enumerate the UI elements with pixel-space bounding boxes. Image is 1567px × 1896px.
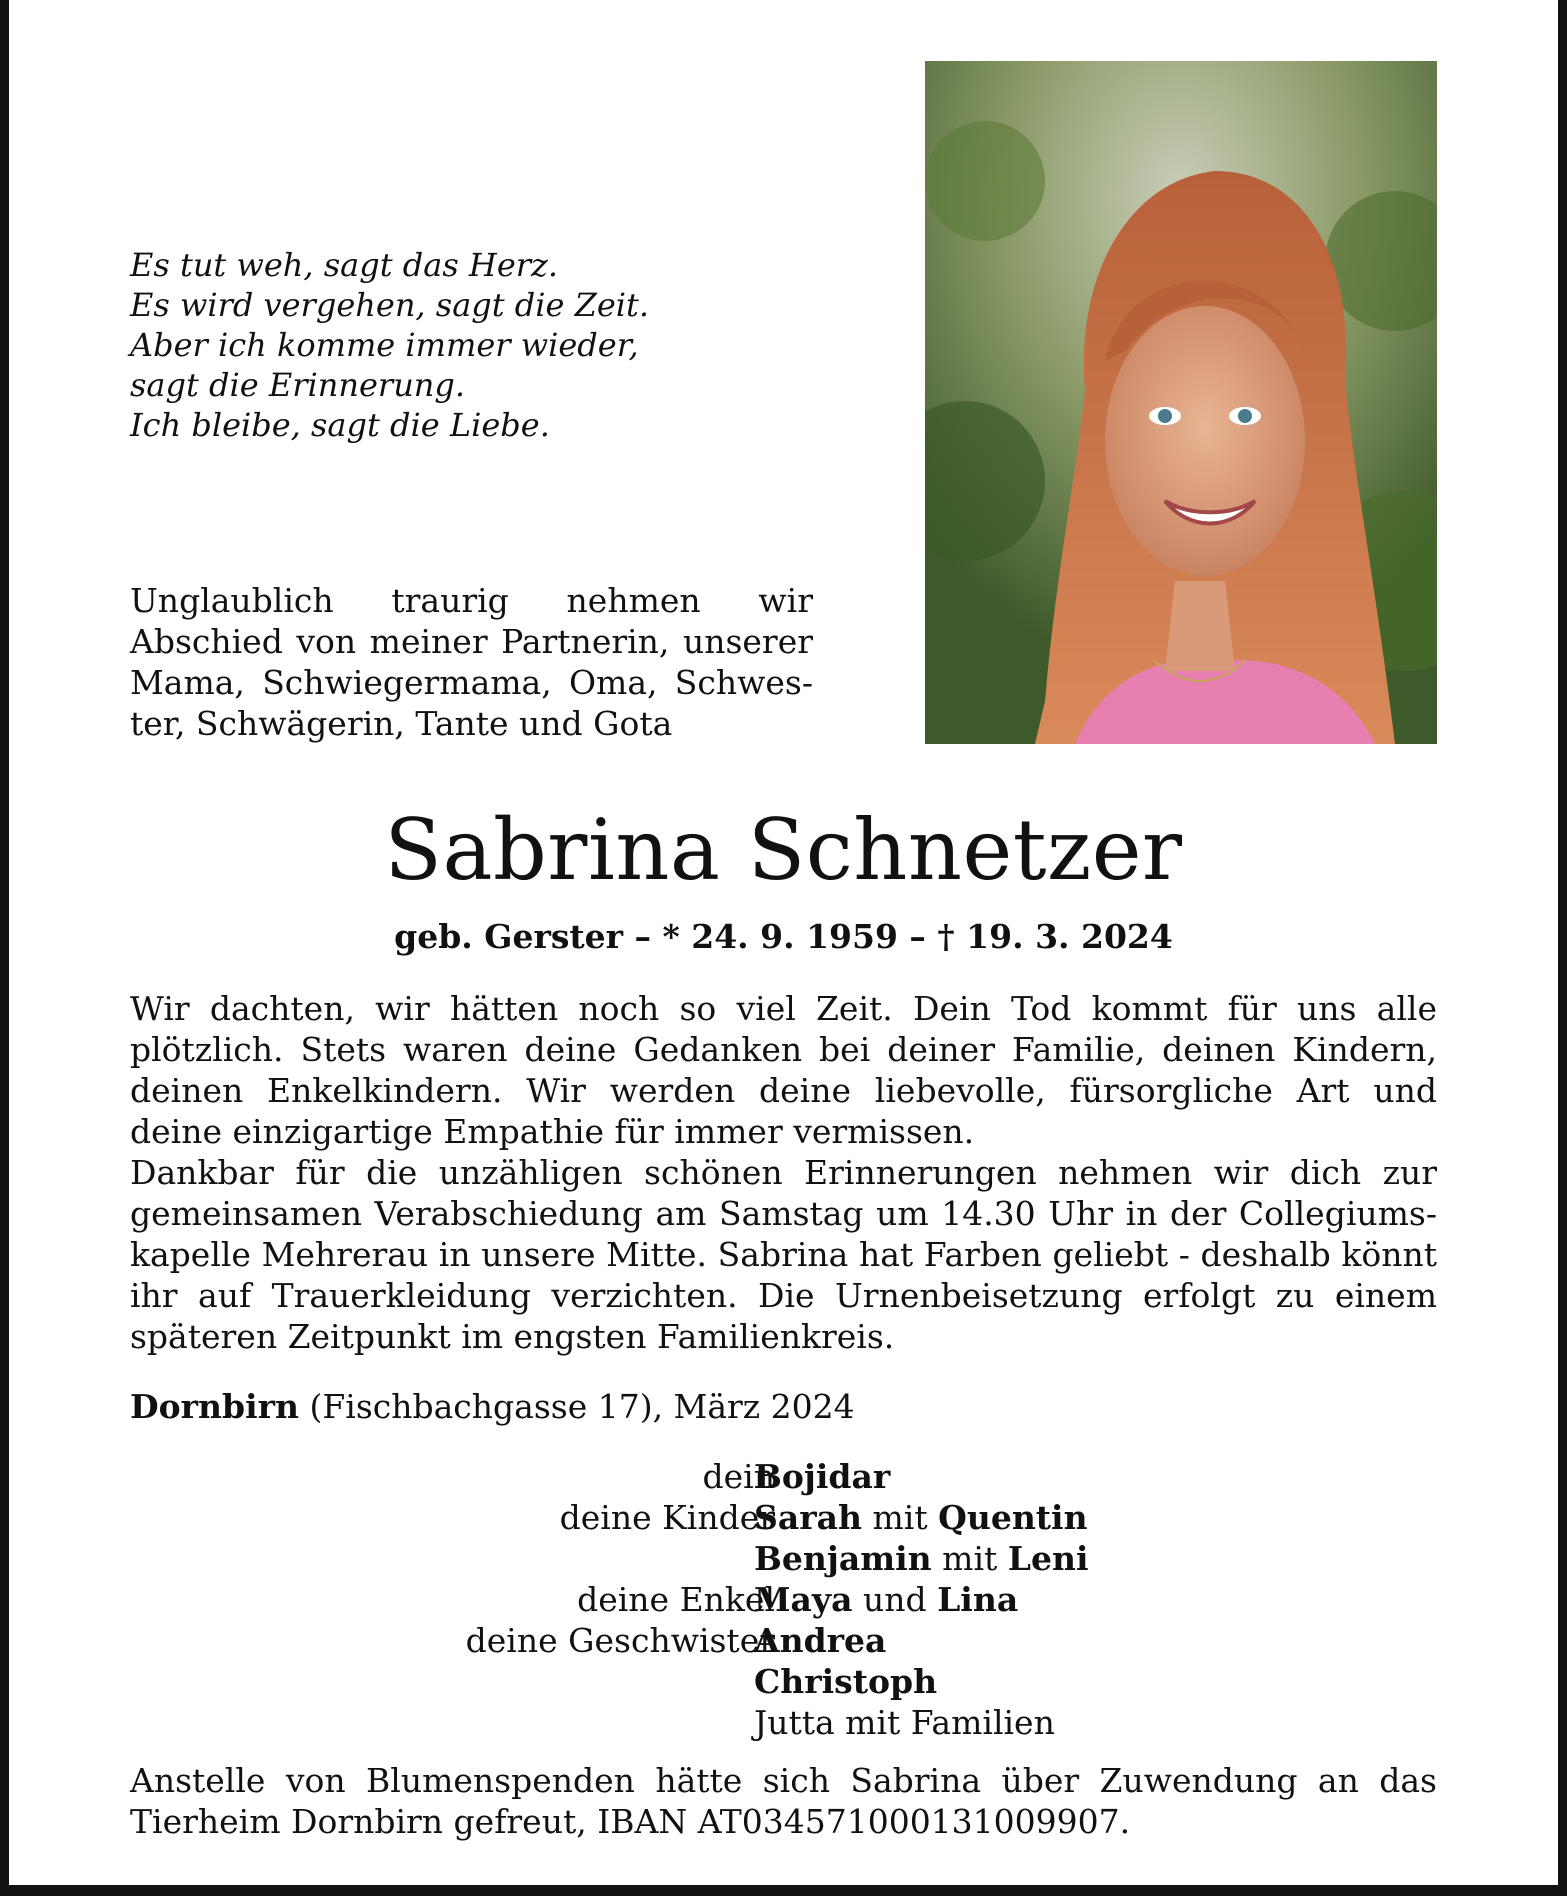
portrait-illustration <box>925 61 1437 744</box>
family-member: Andrea <box>754 1621 887 1660</box>
poem-line: Es tut weh, sagt das Herz. <box>130 246 559 284</box>
family-row <box>0 1661 1567 1702</box>
family-member: Sarah <box>754 1498 862 1537</box>
family-row <box>0 1620 1567 1661</box>
family-member: Christoph <box>754 1662 938 1701</box>
family-member: Maya <box>754 1580 853 1619</box>
body-line: gemeinsamen Verabschiedung am Samstag um 14.30 Uhr in der Collegiums- <box>130 1194 1437 1233</box>
poem <box>130 245 690 445</box>
body-line: späteren Zeitpunkt im engsten Familienkreis. <box>130 1317 895 1356</box>
body-line: plötzlich. Stets waren deine Gedanken bei deiner Familie, deinen Kindern, <box>130 1030 1437 1069</box>
poem-line: sagt die Erinnerung. <box>130 366 466 404</box>
family-connector: mit <box>861 1498 939 1537</box>
family-row <box>0 1456 1567 1497</box>
poem-line: Aber ich komme immer wieder, <box>130 326 639 364</box>
place-city: Dornbirn <box>130 1387 299 1426</box>
family-names <box>754 1538 1088 1579</box>
family-connector: mit <box>931 1539 1008 1578</box>
poem-line: Ich bleibe, sagt die Liebe. <box>130 406 550 444</box>
body-text <box>130 988 1437 1357</box>
body-line: Dankbar für die unzähligen schönen Erinnerungen nehmen wir dich zur <box>130 1153 1437 1192</box>
family-row <box>0 1538 1567 1579</box>
deceased-dates: geb. Gerster – * 24. 9. 1959 – † 19. 3. 2024 <box>394 917 1173 956</box>
deceased-name: Sabrina Schnetzer <box>384 801 1183 899</box>
place-and-date <box>130 1386 855 1427</box>
family-names <box>754 1456 890 1497</box>
family-connector: und <box>852 1580 938 1619</box>
donation-note <box>130 1760 1437 1842</box>
body-line: kapelle Mehrerau in unsere Mitte. Sabrina hat Farben geliebt - deshalb könnt <box>130 1235 1437 1274</box>
family-member: Benjamin <box>754 1539 932 1578</box>
intro-line: Mama, Schwiegermama, Oma, Schwes- <box>130 663 813 702</box>
family-member: Quentin <box>938 1498 1088 1537</box>
family-relation: dein <box>702 1457 775 1496</box>
donation-line: Tierheim Dornbirn gefreut, IBAN AT034571000131009907. <box>130 1802 1131 1841</box>
family-names <box>754 1579 1018 1620</box>
family-relation: deine Enkel <box>577 1580 775 1619</box>
intro-line: Abschied von meiner Partnerin, unserer <box>130 622 813 661</box>
family-list <box>0 1456 1567 1743</box>
portrait-photo <box>925 61 1437 744</box>
intro-line: ter, Schwägerin, Tante und Gota <box>130 704 673 743</box>
body-line: ihr auf Trauerkleidung verzichten. Die Urnenbeisetzung erfolgt zu einem <box>130 1276 1437 1315</box>
family-member: Lina <box>937 1580 1019 1619</box>
family-relation: deine Geschwister <box>465 1621 775 1660</box>
family-names: Jutta mit Familien <box>754 1703 1055 1742</box>
body-line: deine einzigartige Empathie für immer vermissen. <box>130 1112 975 1151</box>
family-row <box>0 1702 1567 1743</box>
family-row <box>0 1497 1567 1538</box>
poem-line: Es wird vergehen, sagt die Zeit. <box>130 286 650 324</box>
intro-line: Unglaublich traurig nehmen wir <box>130 581 813 620</box>
body-line: deinen Enkelkindern. Wir werden deine liebevolle, fürsorgliche Art und <box>130 1071 1437 1110</box>
intro-text <box>130 580 813 744</box>
family-member: Bojidar <box>754 1457 891 1496</box>
donation-line: Anstelle von Blumenspenden hätte sich Sabrina über Zuwendung an das <box>130 1761 1437 1800</box>
body-line: Wir dachten, wir hätten noch so viel Zeit. Dein Tod kommt für uns alle <box>130 989 1437 1028</box>
family-names <box>754 1620 886 1661</box>
family-relation: deine Kinder <box>559 1498 775 1537</box>
place-rest: (Fischbachgasse 17), März 2024 <box>299 1387 855 1426</box>
family-names <box>754 1661 937 1702</box>
family-member: Leni <box>1007 1539 1089 1578</box>
family-row <box>0 1579 1567 1620</box>
family-names <box>754 1497 1088 1538</box>
